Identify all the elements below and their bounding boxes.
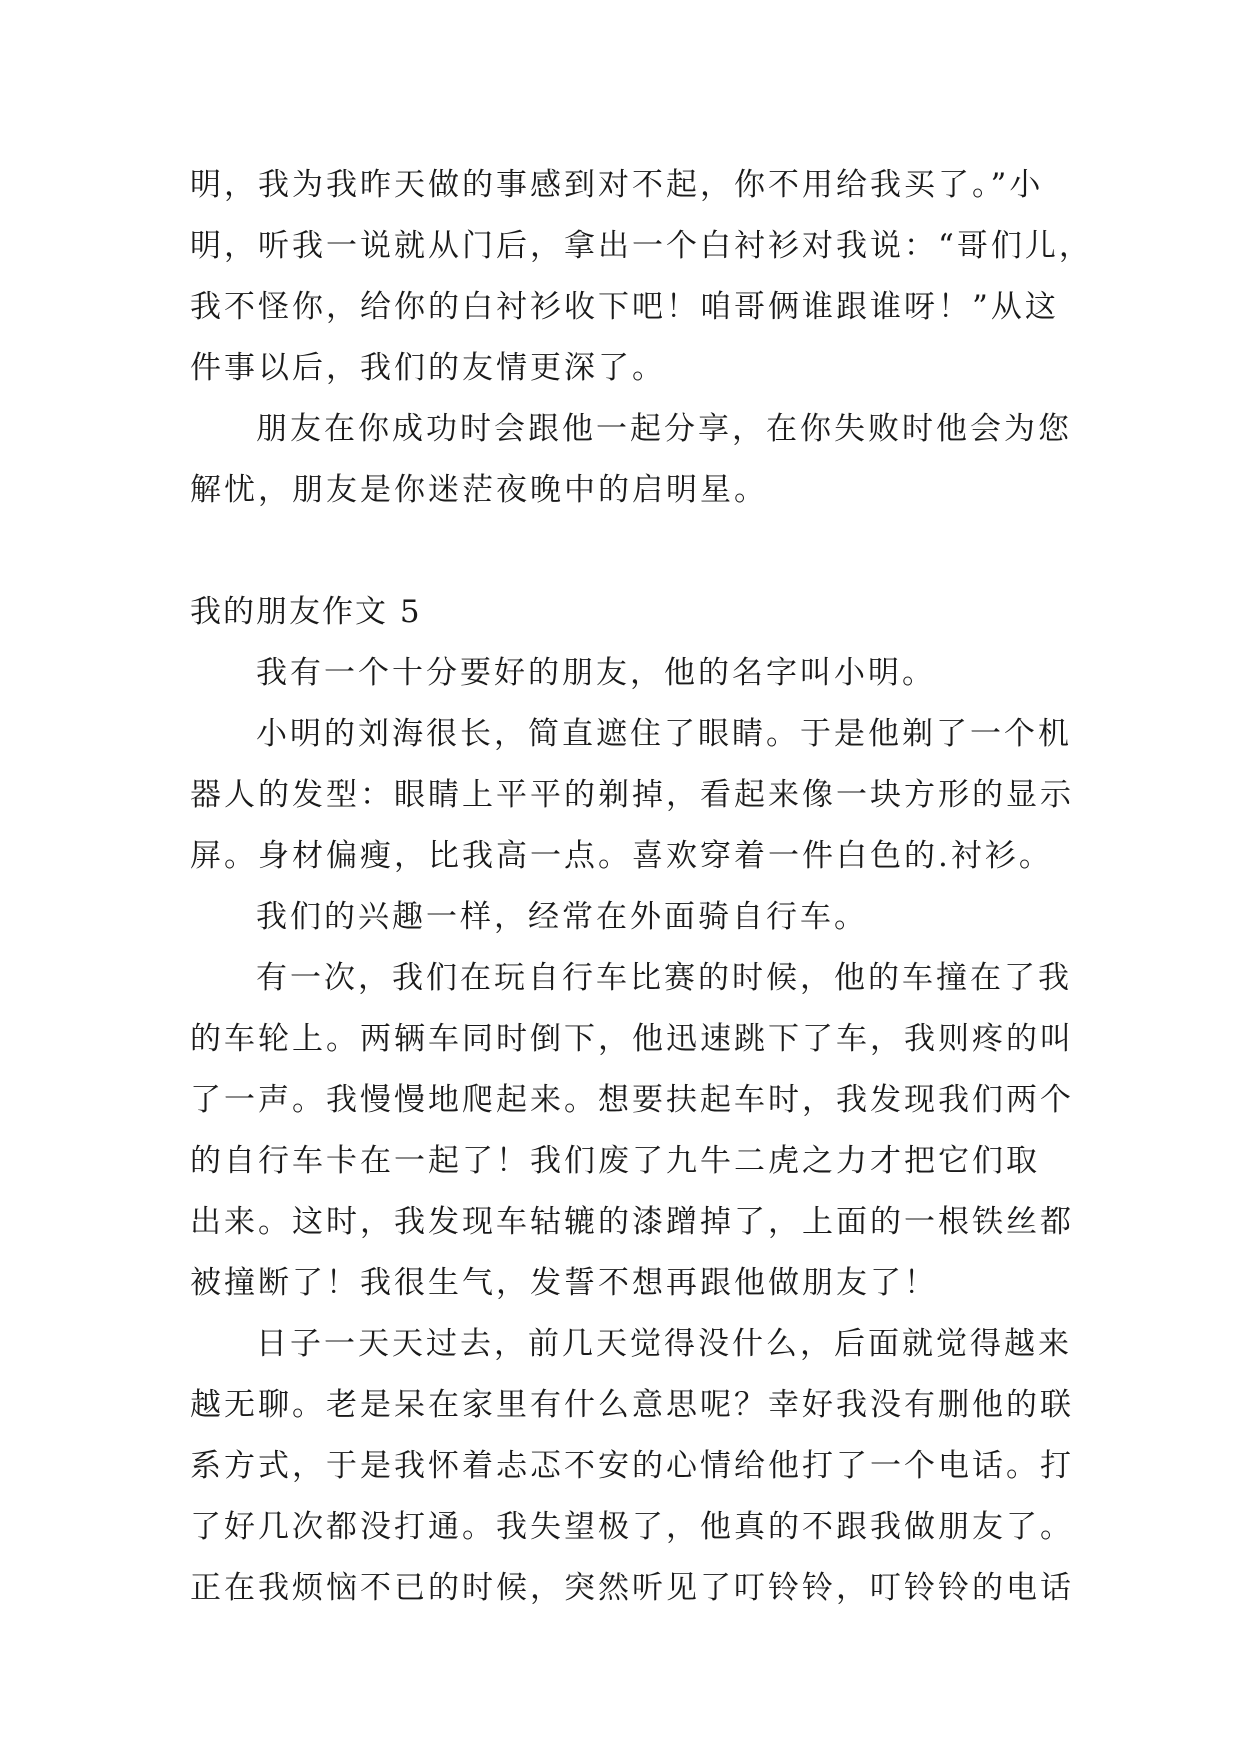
text-line: 了一声。我慢慢地爬起来。想要扶起车时，我发现我们两个 (190, 1082, 1074, 1118)
text-line: 明，听我一说就从门后，拿出一个白衬衫对我说：“哥们儿， (190, 228, 1093, 264)
text-line: 件事以后，我们的友情更深了。 (190, 350, 666, 386)
text-line: 越无聊。老是呆在家里有什么意思呢？幸好我没有删他的联 (190, 1387, 1074, 1423)
text-line: 了好几次都没打通。我失望极了，他真的不跟我做朋友了。 (190, 1509, 1074, 1545)
text-line: 屏。身材偏瘦，比我高一点。喜欢穿着一件白色的.衬衫。 (190, 838, 1053, 874)
text-line: 我不怪你，给你的白衬衫收下吧！咱哥俩谁跟谁呀！”从这 (190, 289, 1059, 325)
text-line: 被撞断了！我很生气，发誓不想再跟他做朋友了！ (190, 1265, 938, 1301)
text-line: 正在我烦恼不已的时候，突然听见了叮铃铃，叮铃铃的电话 (190, 1570, 1074, 1606)
essay-5-body (190, 643, 1074, 1619)
section-title: 我的朋友作文 5 (190, 594, 422, 630)
text-line: 小明的刘海很长，简直遮住了眼睛。于是他剃了一个机 (256, 716, 1072, 752)
section-spacer (190, 521, 1070, 582)
document-body (190, 155, 1093, 1619)
text-line: 有一次，我们在玩自行车比赛的时候，他的车撞在了我 (256, 960, 1072, 996)
text-line: 器人的发型：眼睛上平平的剃掉，看起来像一块方形的显示 (190, 777, 1074, 813)
text-line: 我们的兴趣一样，经常在外面骑自行车。 (256, 899, 868, 935)
text-line: 系方式，于是我怀着忐忑不安的心情给他打了一个电话。打 (190, 1448, 1074, 1484)
text-line: 朋友在你成功时会跟他一起分享，在你失败时他会为您 (256, 411, 1072, 447)
text-line: 日子一天天过去，前几天觉得没什么，后面就觉得越来 (256, 1326, 1072, 1362)
text-line: 的自行车卡在一起了！我们废了九牛二虎之力才把它们取 (190, 1143, 1040, 1179)
previous-essay-ending (190, 155, 1093, 521)
text-line: 解忧，朋友是你迷茫夜晚中的启明星。 (190, 472, 768, 508)
text-line: 明，我为我昨天做的事感到对不起，你不用给我买了。”小 (190, 167, 1044, 203)
text-line: 的车轮上。两辆车同时倒下，他迅速跳下了车，我则疼的叫 (190, 1021, 1074, 1057)
text-line: 我有一个十分要好的朋友，他的名字叫小明。 (256, 655, 936, 691)
text-line: 出来。这时，我发现车轱辘的漆蹭掉了，上面的一根铁丝都 (190, 1204, 1074, 1240)
